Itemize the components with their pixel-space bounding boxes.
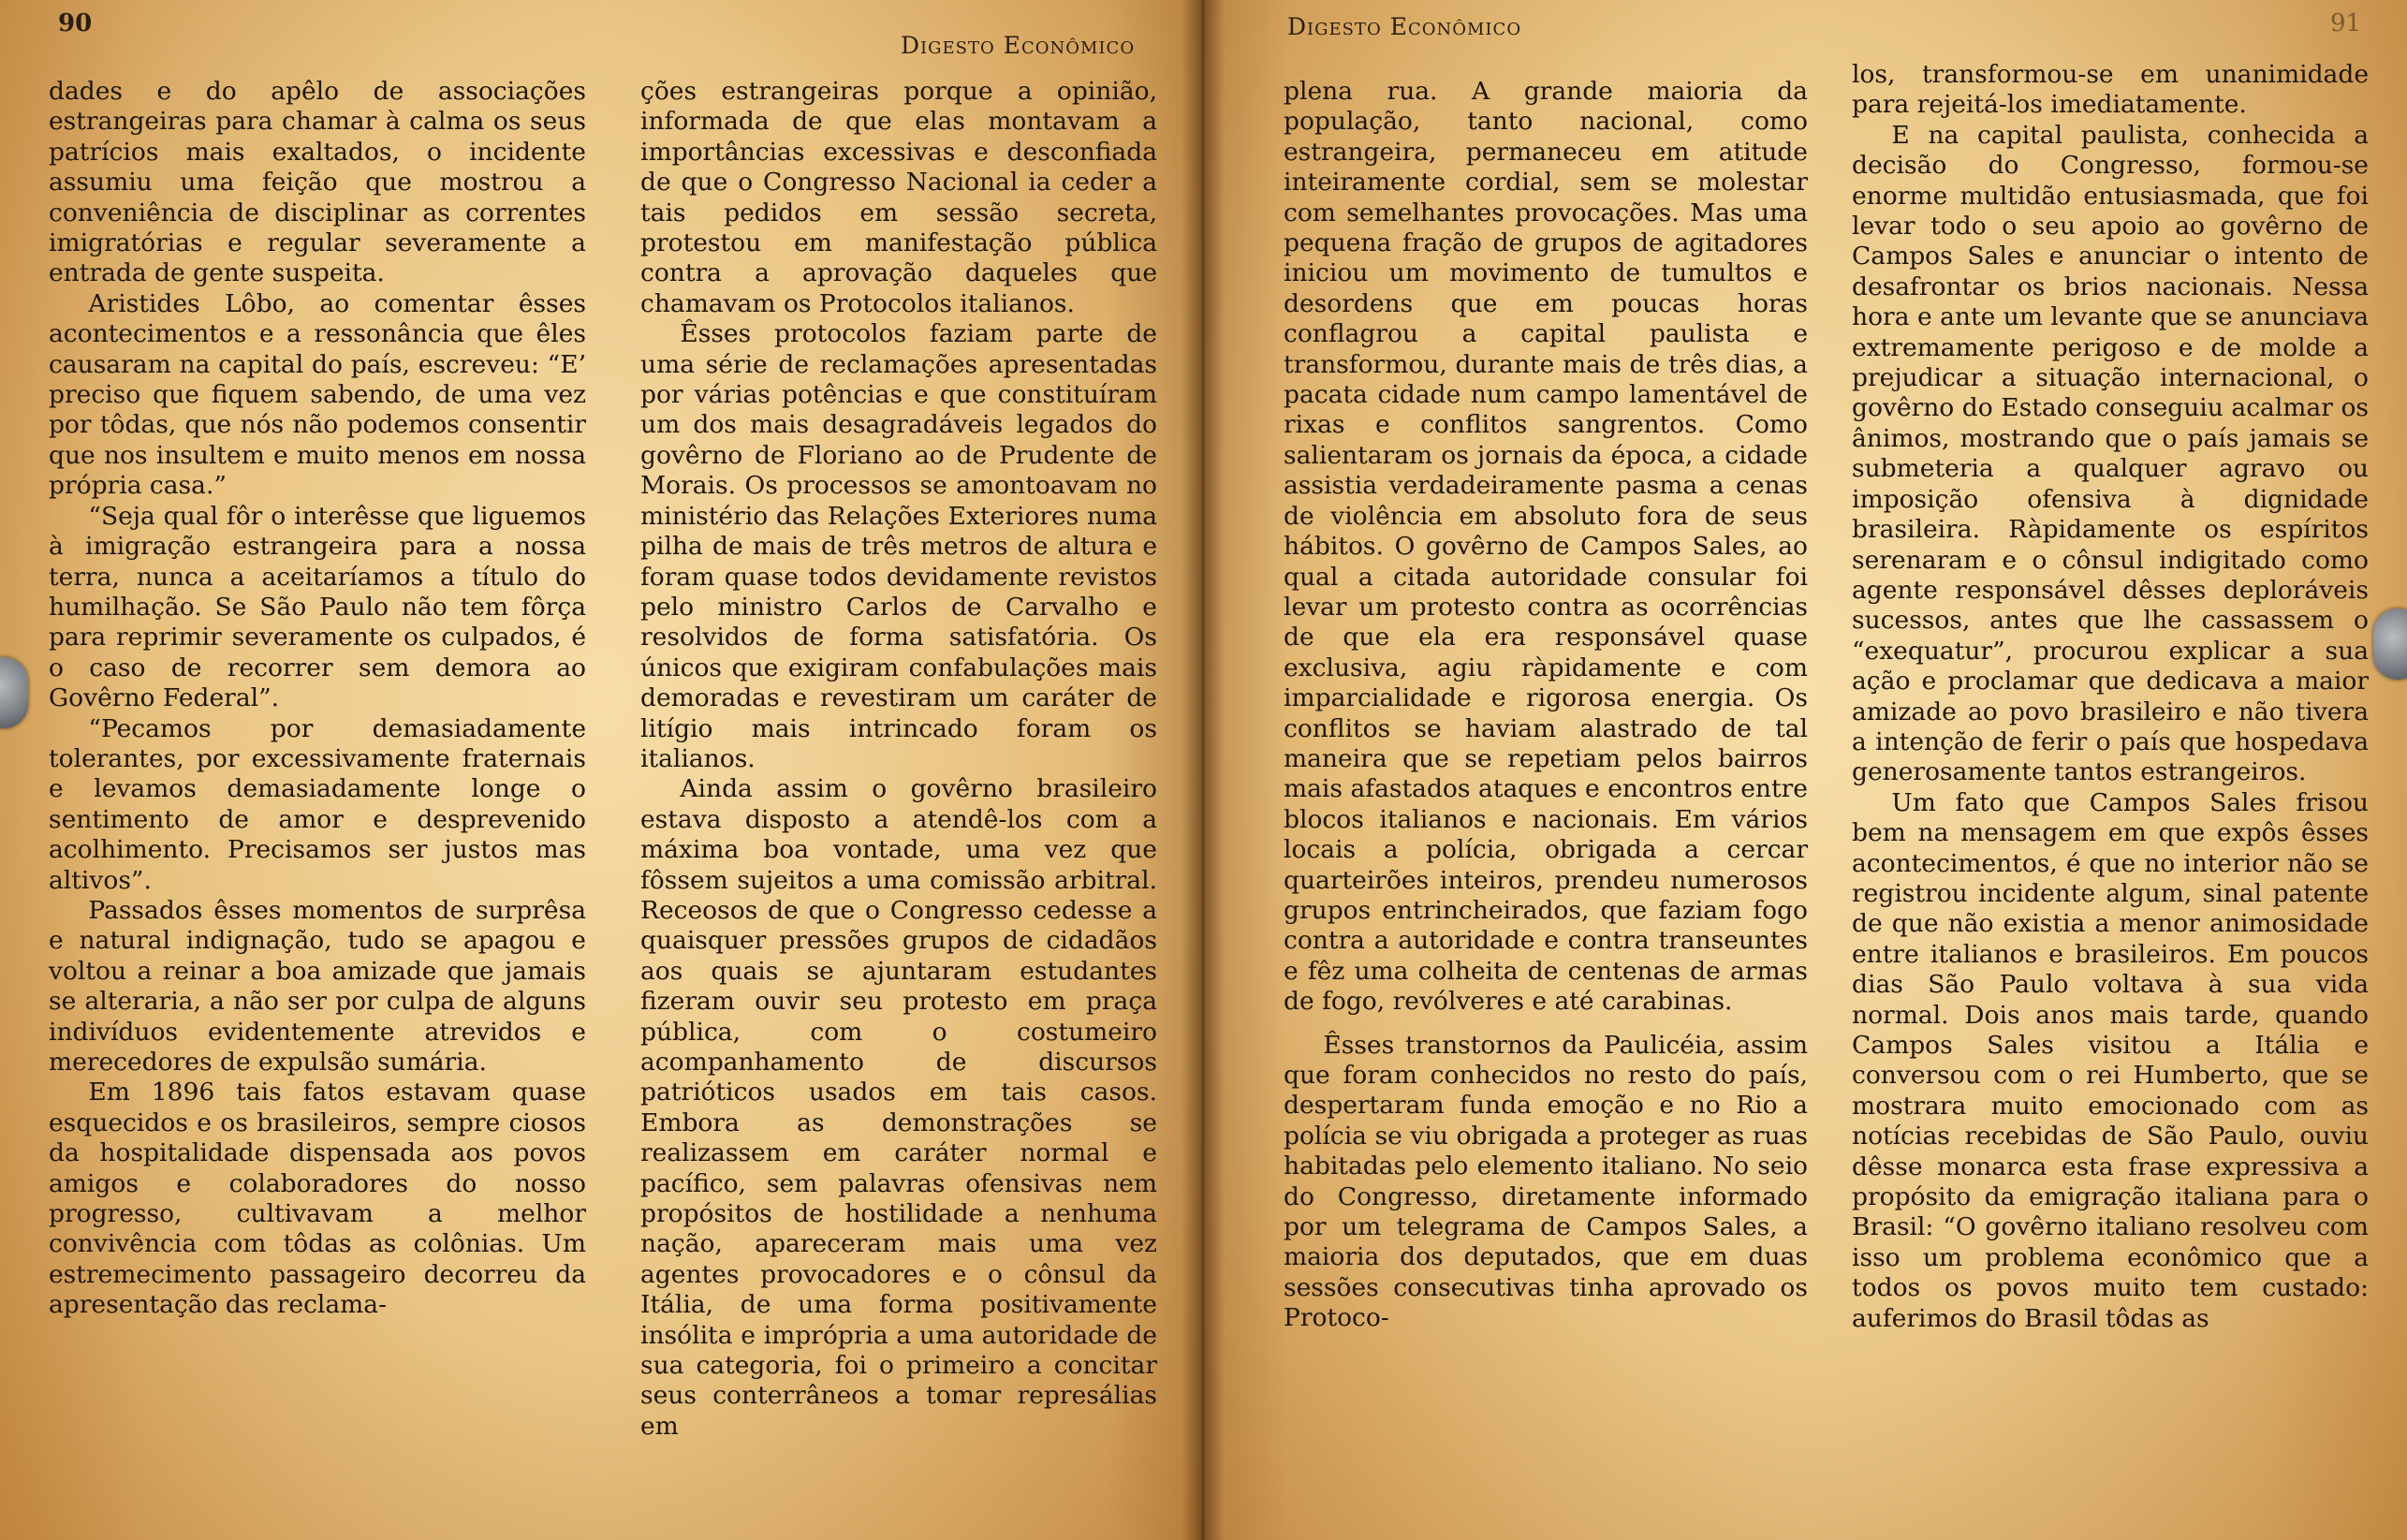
- left-column-2: [640, 77, 1157, 1442]
- left-page: [0, 0, 1203, 1540]
- paragraph: Em 1896 tais fatos estavam quase esquecidos e os brasileiros, sempre ciosos da hospitalidade dispensada aos povos amigos e colaboradores do nosso progresso, cultivavam a melhor convivência com tôdas as colônias. Um estremecimento passageiro decorreu da apresentação das reclama-: [49, 1078, 586, 1320]
- page-number-right: 91: [2330, 9, 2362, 37]
- page-number-left: 90: [58, 9, 93, 37]
- left-column-1: [49, 77, 586, 1321]
- paragraph: Êsses transtornos da Paulicéia, assim que foram conhecidos no resto do país, despertaram funda emoção e no Rio a polícia se viu obrigada a proteger as ruas habitadas pelo elemento italiano. No seio do Congresso, diretamente informado por um telegrama de Campos Sales, a maioria dos deputados, que em duas sessões consecutivas tinha aprovado os Protoco-: [1284, 1030, 1808, 1333]
- paragraph: Êsses protocolos faziam parte de uma série de reclamações apresentadas por várias potências e que constituíram um dos mais desagradáveis legados do govêrno de Floriano ao de Prudente de Morais. Os processos se amontoavam no ministério das Relações Exteriores numa pilha de mais de três metros de altura e foram quase todos devidamente revistos pelo ministro Carlos de Carvalho e resolvidos de forma satisfatória. Os únicos que exigiram confabulações mais demoradas e revestiram um caráter de litígio mais intrincado foram os italianos.: [640, 319, 1157, 773]
- book-gutter: [1181, 0, 1225, 1540]
- paragraph: Ainda assim o govêrno brasileiro estava disposto a atendê-los com a máxima boa vontade, uma vez que fôssem sujeitos a uma comissão arbitral. Receosos de que o Congresso cedesse a quaisquer pressões grupos de cidadãos aos quais se ajuntaram estudantes fizeram ouvir seu protesto em praça pública, com o costumeiro acompanhamento de discursos patrióticos usados em tais casos. Embora as demonstrações se realizassem em caráter normal e pacífico, sem palavras ofensivas nem propósitos de hostilidade a nenhuma nação, apareceram mais uma vez agentes provocadores e o cônsul da Itália, de uma forma positivamente insólita e imprópria a uma autoridade de sua categoria, foi o primeiro a concitar seus conterrâneos a tomar represálias em: [640, 774, 1157, 1441]
- paragraph: plena rua. A grande maioria da população, tanto nacional, como estrangeira, permaneceu em atitude inteiramente cordial, sem se molestar com semelhantes provocações. Mas uma pequena fração de grupos de agitadores iniciou um movimento de tumultos e desordens que em poucas horas conflagrou a capital paulista e transformou, durante mais de três dias, a pacata cidade num campo lamentável de rixas e conflitos sangrentos. Como salientaram os jornais da época, a cidade assistia verdadeiramente pasma a cenas de violência em absoluto fora de seus hábitos. O govêrno de Campos Sales, ao qual a citada autoridade consular foi levar um protesto contra as ocorrências de que ela era responsável quase exclusiva, agiu ràpidamente e com imparcialidade e rigorosa energia. Os conflitos se haviam alastrado de tal maneira que se repetiam pelos bairros mais afastados ataques e encontros entre blocos italianos e nacionais. Em vários locais a polícia, obrigada a cercar quarteirões inteiros, prendeu numerosos grupos entrincheirados, que faziam fogo contra a autoridade e contra transeuntes e fêz uma colheita de centenas de armas de fogo, revólveres e até carabinas.: [1284, 77, 1808, 1017]
- running-head-left: Digesto Econômico: [901, 32, 1136, 59]
- right-page: [1203, 0, 2407, 1540]
- running-head-right: Digesto Econômico: [1287, 13, 1522, 40]
- binder-clip-left: [0, 657, 28, 728]
- paragraph: “Pecamos por demasiadamente tolerantes, por excessivamente fraternais e levamos demasiadamente longe o sentimento de amor e desprevenido acolhimento. Precisamos ser justos mas altivos”.: [49, 713, 586, 895]
- paragraph: Um fato que Campos Sales frisou bem na mensagem em que expôs êsses acontecimentos, é que no interior não se registrou incidente algum, sinal patente de que não existia a menor animosidade entre italianos e brasileiros. Em poucos dias São Paulo voltava à sua vida normal. Dois anos mais tarde, quando Campos Sales visitou a Itália e conversou com o rei Humberto, que se mostrara muito emocionado com as notícias recebidas de São Paulo, ouviu dêsse monarca esta frase expressiva a propósito da emigração italiana para o Brasil: “O govêrno italiano resolveu com isso um problema econômico que a todos os povos muito tem custado: auferimos do Brasil tôdas as: [1852, 787, 2369, 1333]
- paragraph: ções estrangeiras porque a opinião, informada de que elas montavam a importâncias excessivas e desconfiada de que o Congresso Nacional ia ceder a tais pedidos em sessão secreta, protestou em manifestação pública contra a aprovação daqueles que chamavam os Protocolos italianos.: [640, 77, 1157, 318]
- paragraph: Aristides Lôbo, ao comentar êsses acontecimentos e a ressonância que êles causaram na capital do país, escreveu: “E’ preciso que fiquem sabendo, de uma vez por tôdas, que nós não podemos consentir que nos insultem e muito menos em nossa própria casa.”: [49, 288, 586, 501]
- right-column-1: [1284, 77, 1808, 1334]
- paragraph: E na capital paulista, conhecida a decisão do Congresso, formou-se enorme multidão entusiasmada, que foi levar todo o seu apoio ao govêrno de Campos Sales e anunciar o intento de desafrontar os brios nacionais. Nessa hora e ante um levante que se anunciava extremamente perigoso e de molde a prejudicar a situação internacional, o govêrno do Estado conseguiu acalmar os ânimos, mostrando que o país jamais se submeteria a qualquer agravo ou imposição ofensiva à dignidade brasileira. Ràpidamente os espíritos serenaram e o cônsul indigitado como agente responsável dêsses deploráveis sucessos, antes que lhe cassassem o “exequatur”, procurou explicar a sua ação e proclamar que dedicava a maior amizade ao povo brasileiro e não tivera a intenção de ferir o país que hospedava generosamente tantos estrangeiros.: [1852, 120, 2369, 787]
- paragraph: los, transformou-se em unanimidade para rejeitá-los imediatamente.: [1852, 60, 2369, 120]
- paragraph: dades e do apêlo de associações estrangeiras para chamar à calma os seus patrícios mais exaltados, o incidente assumiu uma feição que mostrou a conveniência de disciplinar as correntes imigratórias e regular severamente a entrada de gente suspeita.: [49, 77, 586, 288]
- paragraph: “Seja qual fôr o interêsse que liguemos à imigração estrangeira para a nossa terra, nunca a aceitaríamos a título do humilhação. Se São Paulo não tem fôrça para reprimir severamente os culpados, é o caso de recorrer sem demora ao Govêrno Federal”.: [49, 501, 586, 713]
- paragraph: Passados êsses momentos de surprêsa e natural indignação, tudo se apagou e voltou a reinar a boa amizade que jamais se alteraria, a não ser por culpa de alguns indivíduos evidentemente atrevidos e merecedores de expulsão sumária.: [49, 895, 586, 1077]
- binder-clip-right: [2373, 609, 2407, 680]
- right-column-2: [1852, 60, 2369, 1334]
